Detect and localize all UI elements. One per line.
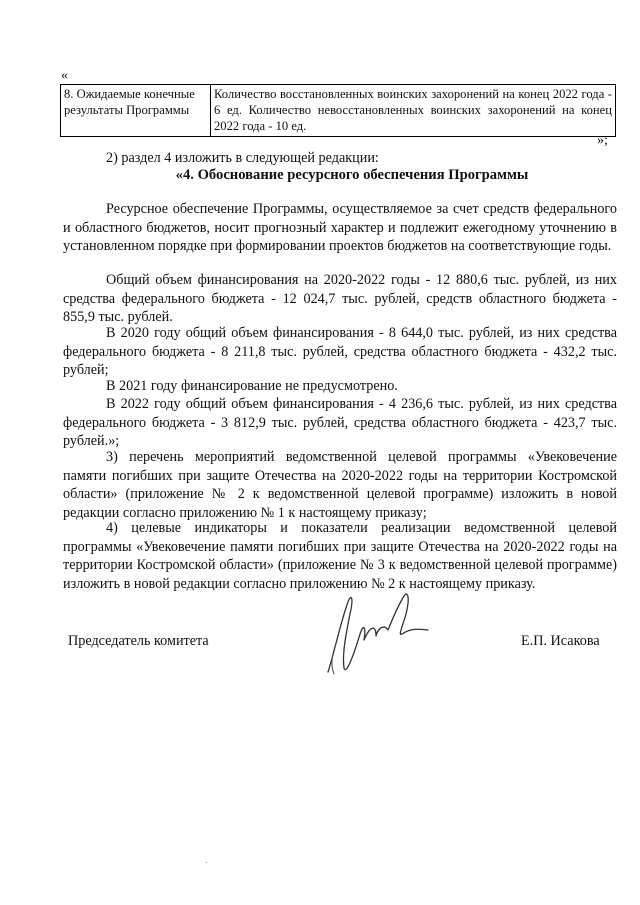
paragraph-total-funding: Общий объем финансирования на 2020-2022 годы - 12 880,6 тыс. рублей, из них средства федерального бюджета - 12 024,7 тыс. рублей, средств областного бюджета - 855,9 тыс. рублей. xyxy=(63,272,617,326)
table-cell-label: 8. Ожидаемые конечные результаты Программы xyxy=(61,85,211,137)
handwritten-signature xyxy=(318,584,438,684)
paragraph-section4-intro: 2) раздел 4 изложить в следующей редакции: xyxy=(106,150,379,166)
opening-quote: « xyxy=(61,68,68,83)
section-heading: «4. Обоснование ресурсного обеспечения Программы xyxy=(175,167,529,183)
scan-speck xyxy=(206,862,207,863)
table-row xyxy=(61,85,616,137)
signatory-name: Е.П. Исакова xyxy=(521,633,600,649)
closing-quote: »; xyxy=(597,133,608,148)
paragraph-2022-funding: В 2022 году общий объем финансирования - 4 236,6 тыс. рублей, из них средства федерального бюджета - 3 812,9 тыс. рублей, средства областного бюджета - 423,7 тыс. рублей.»; xyxy=(63,396,617,450)
paragraph-2021-funding: В 2021 году финансирование не предусмотрено. xyxy=(106,378,398,394)
table-cell-value: Количество восстановленных воинских захоронений на конец 2022 года - 6 ед. Количество невосстановленных воинских захоронений на конец 2022 года - 10 ед. xyxy=(211,85,616,137)
program-results-table xyxy=(60,84,616,137)
paragraph-resources: Ресурсное обеспечение Программы, осуществляемое за счет средств федерального и областного бюджетов, носит прогнозный характер и подлежит ежегодному уточнению в установленном порядке при формировании проектов бюджетов на соответствующие годы. xyxy=(63,201,617,255)
paragraph-item3: 3) перечень мероприятий ведомственной целевой программы «Увековечение памяти погибших при защите Отечества на 2020-2022 годы на территории Костромской области» (приложение № 2 к ведомственной целевой программе) изложить в новой редакции согласно приложению № 1 к настоящему приказу; xyxy=(63,449,617,521)
paragraph-item4: 4) целевые индикаторы и показатели реализации ведомственной целевой программы «Увековечение памяти погибших при защите Отечества на 2020-2022 годы на территории Костромской области» (приложение № 3 к ведомственной целевой программе) изложить в новой редакции согласно приложению № 2 к настоящему приказу. xyxy=(63,520,617,592)
paragraph-2020-funding: В 2020 году общий объем финансирования - 8 644,0 тыс. рублей, из них средства федерального бюджета - 8 211,8 тыс. рублей, средства областного бюджета - 432,2 тыс. рублей; xyxy=(63,325,617,379)
signatory-title: Председатель комитета xyxy=(68,633,209,649)
